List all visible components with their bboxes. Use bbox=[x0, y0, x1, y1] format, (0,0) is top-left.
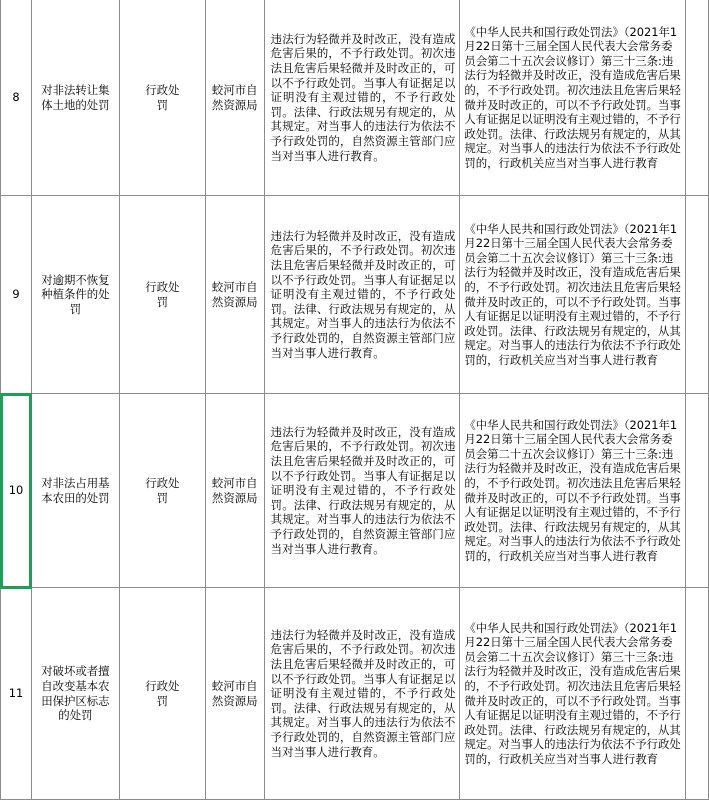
row-number-cell[interactable]: 8 bbox=[1, 0, 32, 196]
table-row bbox=[1, 394, 709, 588]
legal-basis-cell[interactable]: 《中华人民共和国行政处罚法》（2021年1月22日第十三届全国人民代表大会常务委员会第二十五次会议修订）第三十三条:违法行为轻微并及时改正，没有造成危害后果的，不予行政处罚。初次违法且危害后果轻微并及时改正的，可以不予行政处罚。当事人有证据足以证明没有主观过错的，不予行政处罚。法律、行政法规另有规定的，从其规定。对当事人的违法行为依法不予行政处罚的，行政机关应当对当事人进行教育 bbox=[460, 196, 686, 394]
item-name-cell[interactable]: 对逾期不恢复种植条件的处罚 bbox=[31, 196, 119, 394]
table-row bbox=[1, 588, 709, 800]
legal-basis-cell[interactable]: 《中华人民共和国行政处罚法》（2021年1月22日第十三届全国人民代表大会常务委员会第二十五次会议修订）第三十三条:违法行为轻微并及时改正，没有造成危害后果的，不予行政处罚。初次违法且危害后果轻微并及时改正的，可以不予行政处罚。当事人有证据足以证明没有主观过错的，不予行政处罚。法律、行政法规另有规定的，从其规定。对当事人的违法行为依法不予行政处罚的，行政机关应当对当事人进行教育 bbox=[460, 588, 686, 800]
empty-cell[interactable] bbox=[685, 0, 708, 196]
legal-basis-cell[interactable]: 《中华人民共和国行政处罚法》（2021年1月22日第十三届全国人民代表大会常务委员会第二十五次会议修订）第三十三条:违法行为轻微并及时改正，没有造成危害后果的，不予行政处罚。初次违法且危害后果轻微并及时改正的，可以不予行政处罚。当事人有证据足以证明没有主观过错的，不予行政处罚。法律、行政法规另有规定的，从其规定。对当事人的违法行为依法不予行政处罚的，行政机关应当对当事人进行教育 bbox=[460, 0, 686, 196]
exemption-condition-cell[interactable]: 违法行为轻微并及时改正，没有造成危害后果的，不予行政处罚。初次违法且危害后果轻微并及时改正的，可以不予行政处罚。当事人有证据足以证明没有主观过错的，不予行政处罚。法律、行政法规另有规定的，从其规定。对当事人的违法行为依法不予行政处罚的，自然资源主管部门应当对当事人进行教育。 bbox=[264, 0, 460, 196]
item-name-cell[interactable]: 对非法占用基本农田的处罚 bbox=[31, 394, 119, 588]
item-name-cell[interactable]: 对破坏或者擅自改变基本农田保护区标志的处罚 bbox=[31, 588, 119, 800]
department-cell[interactable]: 蛟河市自然资源局 bbox=[205, 394, 264, 588]
item-type-cell[interactable]: 行政处罚 bbox=[119, 196, 205, 394]
department-cell[interactable]: 蛟河市自然资源局 bbox=[205, 0, 264, 196]
empty-cell[interactable] bbox=[685, 196, 708, 394]
exemption-condition-cell[interactable]: 违法行为轻微并及时改正，没有造成危害后果的，不予行政处罚。初次违法且危害后果轻微并及时改正的，可以不予行政处罚。当事人有证据足以证明没有主观过错的，不予行政处罚。法律、行政法规另有规定的，从其规定。对当事人的违法行为依法不予行政处罚的，自然资源主管部门应当对当事人进行教育。 bbox=[264, 196, 460, 394]
table-row bbox=[1, 0, 709, 196]
department-cell[interactable]: 蛟河市自然资源局 bbox=[205, 196, 264, 394]
row-number-cell-selected[interactable]: 10 bbox=[1, 394, 32, 588]
exemption-condition-cell[interactable]: 违法行为轻微并及时改正，没有造成危害后果的，不予行政处罚。初次违法且危害后果轻微并及时改正的，可以不予行政处罚。当事人有证据足以证明没有主观过错的，不予行政处罚。法律、行政法规另有规定的，从其规定。对当事人的违法行为依法不予行政处罚的，自然资源主管部门应当对当事人进行教育。 bbox=[264, 588, 460, 800]
item-type-cell[interactable]: 行政处罚 bbox=[119, 394, 205, 588]
row-number-cell[interactable]: 9 bbox=[1, 196, 32, 394]
item-type-cell[interactable]: 行政处罚 bbox=[119, 0, 205, 196]
row-number-cell[interactable]: 11 bbox=[1, 588, 32, 800]
item-name-cell[interactable]: 对非法转让集体土地的处罚 bbox=[31, 0, 119, 196]
empty-cell[interactable] bbox=[685, 588, 708, 800]
item-type-cell[interactable]: 行政处罚 bbox=[119, 588, 205, 800]
empty-cell[interactable] bbox=[685, 394, 708, 588]
exemption-condition-cell[interactable]: 违法行为轻微并及时改正，没有造成危害后果的，不予行政处罚。初次违法且危害后果轻微并及时改正的，可以不予行政处罚。当事人有证据足以证明没有主观过错的，不予行政处罚。法律、行政法规另有规定的，从其规定。对当事人的违法行为依法不予行政处罚的，自然资源主管部门应当对当事人进行教育。 bbox=[264, 394, 460, 588]
table-row bbox=[1, 196, 709, 394]
legal-basis-cell[interactable]: 《中华人民共和国行政处罚法》（2021年1月22日第十三届全国人民代表大会常务委员会第二十五次会议修订）第三十三条:违法行为轻微并及时改正，没有造成危害后果的，不予行政处罚。初次违法且危害后果轻微并及时改正的，可以不予行政处罚。当事人有证据足以证明没有主观过错的，不予行政处罚。法律、行政法规另有规定的，从其规定。对当事人的违法行为依法不予行政处罚的，行政机关应当对当事人进行教育 bbox=[460, 394, 686, 588]
department-cell[interactable]: 蛟河市自然资源局 bbox=[205, 588, 264, 800]
